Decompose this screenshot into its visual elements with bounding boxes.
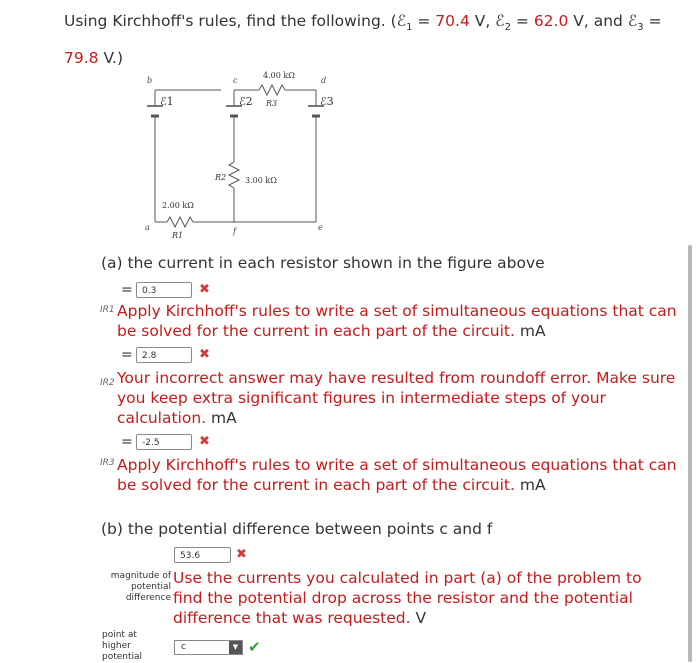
circuit-diagram bbox=[135, 62, 345, 242]
resistor-r2 bbox=[229, 162, 239, 188]
chevron-down-icon: ▼ bbox=[229, 641, 242, 654]
correct-icon: ✔ bbox=[248, 638, 261, 656]
ir2-equals: = bbox=[121, 347, 133, 363]
resistor-r3 bbox=[259, 85, 285, 95]
resistor-r1 bbox=[167, 217, 193, 227]
potential-difference-input[interactable]: 53.6 bbox=[174, 547, 231, 563]
emf2-label: ℰ2 bbox=[239, 95, 253, 108]
ir1-feedback: Apply Kirchhoff's rules to write a set of simultaneous equations that can be solved for the current in each part of the circuit. mA bbox=[117, 302, 677, 340]
wrong-icon: ✖ bbox=[199, 347, 210, 362]
ir2-feedback: Your incorrect answer may have resulted from roundoff error. Make sure you keep extra significant figures in intermediate steps of your calculation. mA bbox=[117, 369, 676, 427]
wrong-icon: ✖ bbox=[199, 282, 210, 297]
r2-name: R2 bbox=[215, 173, 227, 182]
ir3-equals: = bbox=[121, 434, 133, 450]
higher-potential-label: point at higher potential bbox=[102, 630, 143, 662]
wrong-icon: ✖ bbox=[236, 547, 247, 562]
ir1-label: IR1 bbox=[100, 305, 115, 315]
ir1-equals: = bbox=[121, 282, 133, 298]
ir2-answer-input[interactable]: 2.8 bbox=[136, 347, 192, 363]
part-b-title: (b) the potential difference between points c and f bbox=[101, 520, 493, 538]
ir3-feedback: Apply Kirchhoff's rules to write a set of simultaneous equations that can be solved for the current in each part of the circuit. mA bbox=[117, 456, 677, 494]
node-e-label: e bbox=[318, 223, 323, 232]
r1-name: R1 bbox=[172, 231, 184, 240]
node-a-label: a bbox=[145, 223, 150, 232]
emf1-label: ℰ1 bbox=[160, 95, 174, 108]
node-b-label: b bbox=[147, 76, 153, 85]
ir1-answer-input[interactable]: 0.3 bbox=[136, 282, 192, 298]
part-a-title: (a) the current in each resistor shown in the figure above bbox=[101, 254, 545, 272]
r1-value: 2.00 kΩ bbox=[162, 201, 194, 210]
r2-value: 3.00 kΩ bbox=[245, 176, 277, 185]
emf3-label: ℰ3 bbox=[320, 95, 334, 108]
problem-statement: Using Kirchhoff's rules, find the following. (ℰ$_1$ = 70.4 V, ℰ$_2$ = 62.0 V, and ℰ$_3$ = 79.8 V.) bbox=[64, 12, 662, 68]
vertical-scrollbar[interactable] bbox=[688, 245, 692, 662]
part-b-feedback: Use the currents you calculated in part (a) of the problem to find the potential drop across the resistor and the potential difference that was requested. V bbox=[173, 569, 642, 627]
wrong-icon: ✖ bbox=[199, 434, 210, 449]
higher-potential-select[interactable]: c ▼ bbox=[174, 640, 243, 655]
node-f-label: f bbox=[233, 227, 236, 236]
node-d-label: d bbox=[321, 76, 327, 85]
r3-name: R3 bbox=[266, 99, 278, 108]
ir3-answer-input[interactable]: -2.5 bbox=[136, 434, 192, 450]
magnitude-label: magnitude of potential difference bbox=[110, 571, 171, 603]
r3-value: 4.00 kΩ bbox=[263, 71, 295, 80]
ir2-label: IR2 bbox=[100, 378, 115, 388]
ir3-label: IR3 bbox=[100, 458, 115, 468]
node-c-label: c bbox=[233, 76, 238, 85]
